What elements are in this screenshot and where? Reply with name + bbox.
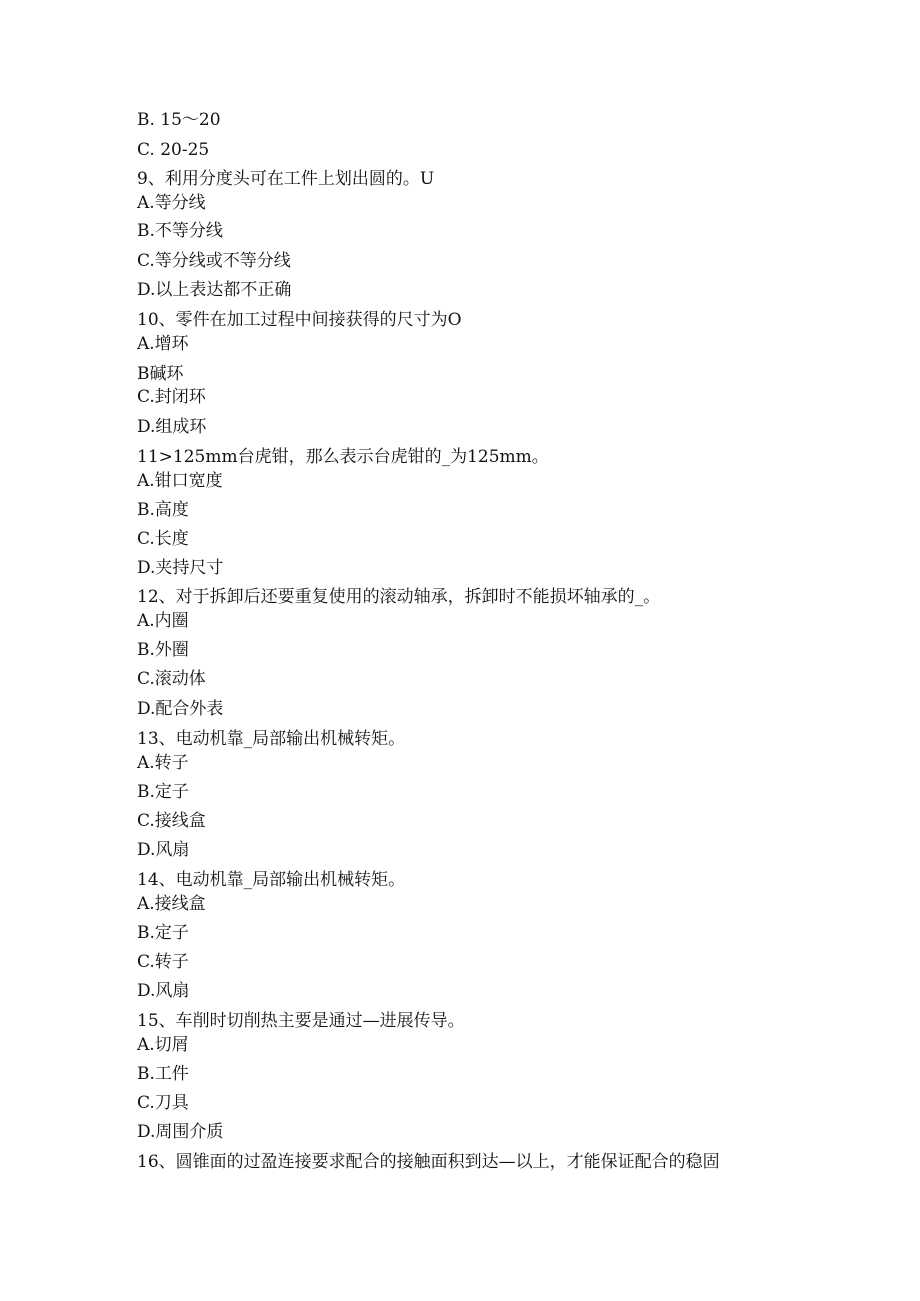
option-line: A.内圈 (137, 611, 189, 631)
option-line: B.工件 (137, 1064, 189, 1084)
option-line: D.风扇 (137, 840, 190, 860)
option-line: C.封闭环 (137, 387, 206, 407)
option-line: A.增环 (137, 334, 189, 354)
option-line: C. 20-25 (137, 140, 210, 160)
option-line: C.滚动体 (137, 669, 206, 689)
option-line: C.接线盒 (137, 811, 206, 831)
question-line: 15、车削时切削热主要是通过—进展传导。 (137, 1011, 465, 1031)
option-line: D.风扇 (137, 981, 190, 1001)
question-line: 12、对于拆卸后还要重复使用的滚动轴承，拆卸时不能损坏轴承的_。 (137, 587, 661, 607)
option-line: B.不等分线 (137, 221, 223, 241)
option-line: C.等分线或不等分线 (137, 251, 291, 271)
question-line: 16、圆锥面的过盈连接要求配合的接触面积到达—以上，才能保证配合的稳固 (137, 1152, 720, 1172)
option-line: C.刀具 (137, 1093, 189, 1113)
option-line: A.钳口宽度 (137, 471, 223, 491)
option-line: A.切屑 (137, 1035, 189, 1055)
question-line: 11>125mm台虎钳，那么表示台虎钳的_为125mm。 (137, 447, 549, 467)
option-line: D.配合外表 (137, 699, 224, 719)
question-line: 14、电动机靠_局部输出机械转矩。 (137, 870, 406, 890)
option-line: A.接线盒 (137, 894, 206, 914)
option-line: B.高度 (137, 500, 189, 520)
option-line: B.定子 (137, 782, 189, 802)
option-line: D.以上表达都不正确 (137, 280, 292, 300)
option-line: B.定子 (137, 923, 189, 943)
question-line: 9、利用分度头可在工件上划出圆的。U (137, 169, 435, 189)
option-line: D.夹持尺寸 (137, 558, 224, 578)
option-line: B.外圈 (137, 640, 189, 660)
question-line: 10、零件在加工过程中间接获得的尺寸为O (137, 310, 462, 330)
option-line: C.长度 (137, 529, 189, 549)
option-line: C.转子 (137, 952, 189, 972)
option-line: B. 15～20 (137, 110, 221, 130)
question-line: 13、电动机靠_局部输出机械转矩。 (137, 729, 406, 749)
option-line: A.转子 (137, 753, 189, 773)
option-line: D.周围介质 (137, 1122, 224, 1142)
option-line: B碱环 (137, 364, 184, 384)
option-line: D.组成环 (137, 417, 207, 437)
option-line: A.等分线 (137, 193, 206, 213)
